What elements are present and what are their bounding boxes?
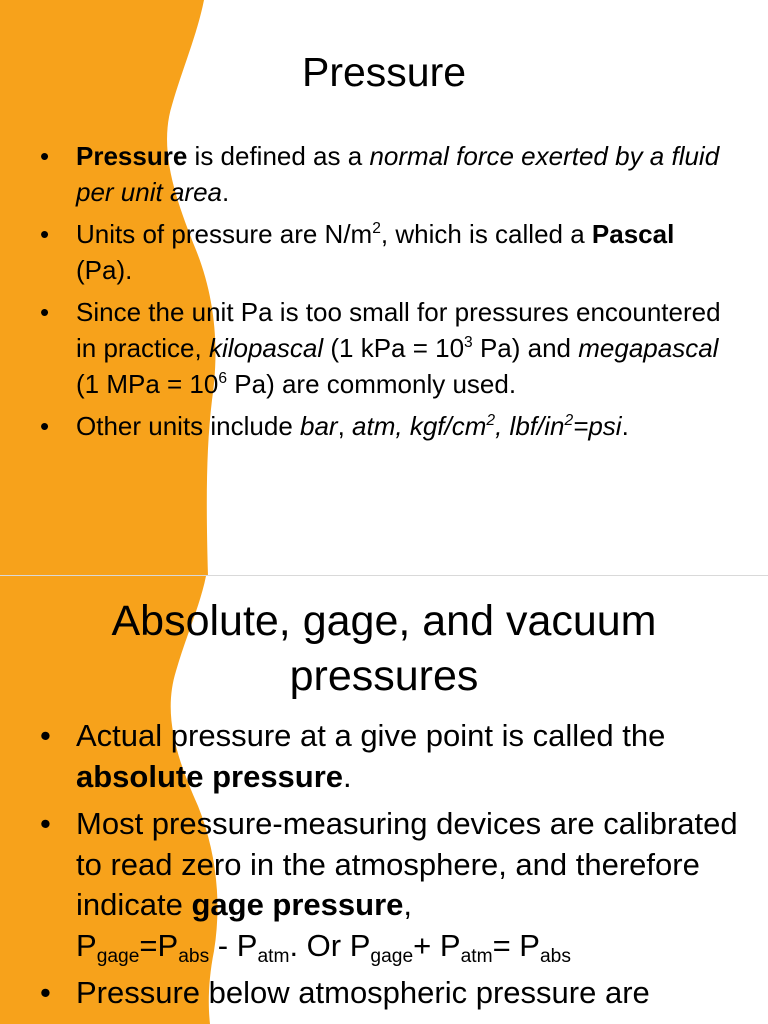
bullet-item: [40, 408, 730, 444]
unit-name: atm, kgf/cm: [352, 411, 487, 441]
text: Pressure below atmospheric pressure are: [76, 975, 650, 1010]
text: Other units include: [76, 411, 301, 441]
text: ,: [337, 411, 353, 441]
bullet-item: [40, 716, 740, 797]
title-line: pressures: [289, 652, 479, 700]
slide-title: Pressure: [301, 49, 467, 95]
bullet-dot: •: [40, 806, 51, 841]
unit-name: , lbf/in: [495, 411, 565, 441]
bullet-item: [40, 973, 740, 1014]
superscript: 2: [486, 411, 496, 429]
bullet-dot: •: [40, 219, 50, 249]
text: Since the unit Pa is too small for pressures encountered in practice,: [76, 297, 721, 363]
superscript: 3: [464, 333, 473, 351]
bullet-item: [40, 804, 740, 966]
text: (1 kPa = 10: [323, 333, 465, 363]
text: Pa) are commonly used.: [227, 369, 517, 399]
text: , which is called a: [380, 219, 592, 249]
bullet-dot: •: [40, 718, 51, 753]
text: .: [621, 411, 629, 441]
superscript: 2: [564, 411, 574, 429]
bullet-dot: •: [40, 975, 51, 1010]
text: Pa) and: [472, 333, 579, 363]
formula: $P_{gage}=P_{abs} - P_{atm}$. Or $P_{gage}+ P_{atm}= P_{abs}$: [76, 927, 571, 967]
text: is defined as a: [187, 141, 370, 171]
text: .: [221, 177, 230, 207]
title-line: Absolute, gage, and vacuum: [111, 597, 657, 645]
bullet-dot: •: [40, 297, 50, 327]
bullet-dot: •: [40, 141, 50, 171]
superscript: 6: [218, 369, 228, 387]
bullet-item: [40, 294, 730, 402]
unit-name: kilopascal: [208, 333, 324, 363]
slide-title: [0, 594, 768, 704]
bullet-item: [40, 138, 730, 210]
unit-name: =psi: [573, 411, 622, 441]
bullet-list: [40, 716, 740, 1021]
definition: normal force exerted by a fluid per unit area: [76, 141, 720, 207]
text: Actual pressure at a give point is called the: [76, 718, 666, 753]
text: (Pa).: [76, 255, 133, 285]
term: Pressure: [76, 141, 188, 171]
term: absolute pressure: [76, 758, 344, 794]
unit-name: bar: [300, 411, 338, 441]
bullet-list: [40, 138, 730, 450]
term: gage pressure: [191, 887, 404, 922]
text: (1 MPa = 10: [76, 369, 219, 399]
term: Pascal: [591, 219, 675, 249]
text: Units of pressure are N/m: [76, 219, 373, 249]
text: .: [343, 758, 352, 794]
unit-name: megapascal: [578, 333, 719, 363]
text: Most pressure-measuring devices are calibrated to read zero in the atmosphere, and therefore indicate: [76, 806, 738, 922]
superscript: 2: [372, 219, 381, 237]
bullet-item: [40, 216, 730, 288]
slide-absolute-gage-vacuum: [0, 576, 768, 1024]
bullet-dot: •: [40, 411, 50, 441]
text: ,: [403, 887, 413, 922]
